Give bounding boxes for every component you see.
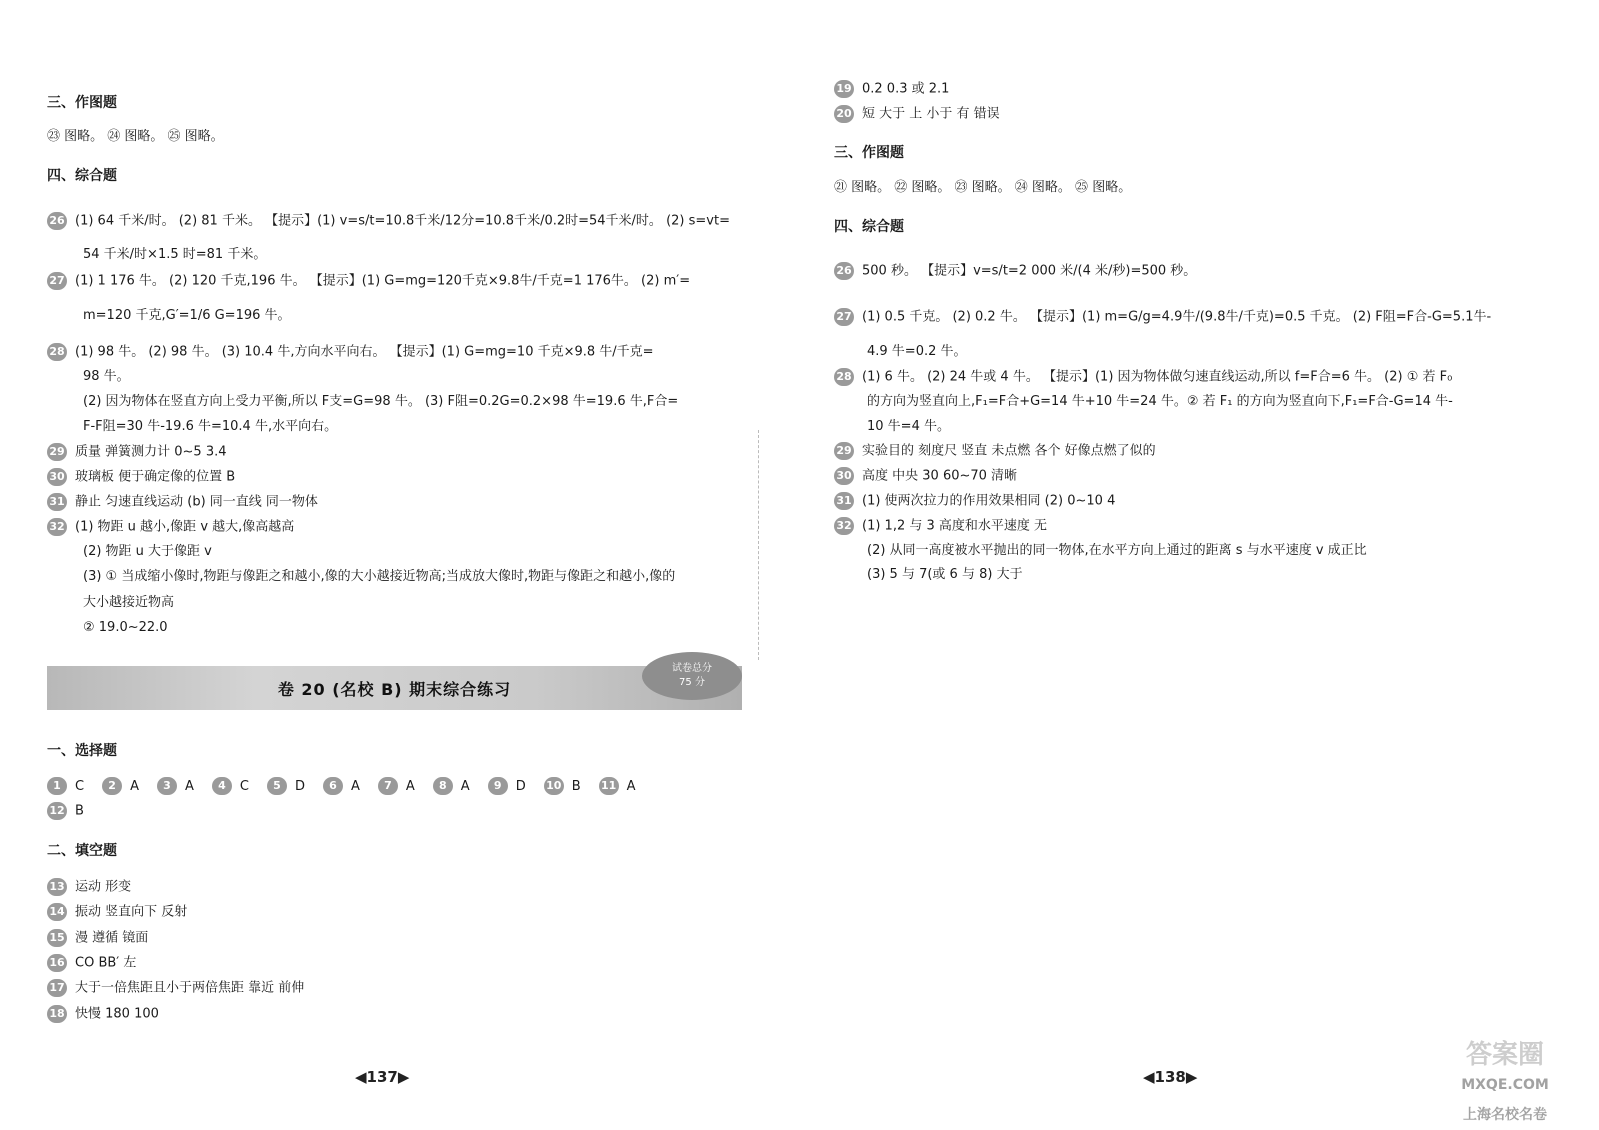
watermark-logo: 答案圈 MXQE.COM 上海名校名卷 — [1461, 1040, 1549, 1123]
answer-32-right-line1: 32 (1) 1,2 与 3 高度和水平速度 无 — [834, 517, 1047, 536]
choice-answer: A — [405, 778, 415, 794]
question-number-31-right: 31 — [834, 492, 854, 510]
answer-19: 19 0.2 0.3 或 2.1 — [834, 80, 949, 99]
question-number-5: 5 — [267, 777, 287, 795]
right-page — [800, 0, 1599, 1128]
answer-32-line1: 32 (1) 物距 u 越小,像距 v 越大,像高越高 — [47, 518, 294, 537]
page-number-right: ◀138▶ — [1143, 1068, 1198, 1086]
question-number-7: 7 — [378, 777, 398, 795]
fill-answer-text: 运动 形变 — [75, 879, 132, 895]
choice-answer: D — [294, 778, 305, 794]
section-title-comprehensive-right: 四、综合题 — [834, 219, 904, 235]
answer-28-right-line2: 的方向为竖直向上,F₁=F合+G=14 牛+10 牛=24 牛。② 若 F₁ 的方向为竖直向下,F₁=F合-G=14 牛- — [867, 394, 1453, 409]
answer-32-right-line2: (2) 从同一高度被水平抛出的同一物体,在水平方向上通过的距离 s 与水平速度 v 成正比 — [867, 543, 1367, 558]
answer-32-line3: (3) ① 当成缩小像时,物距与像距之和越小,像的大小越接近物高;当成放大像时,物距与像距之和越小,像的 — [83, 569, 676, 584]
fill-answer-17 — [47, 979, 304, 998]
answer-26-line1: 26 (1) 64 千米/时。 (2) 81 千米。 【提示】(1) v=s/t=10.8千米/12分=10.8千米/0.2时=54千米/时。 (2) s=vt= — [47, 212, 730, 231]
question-number-8: 8 — [433, 777, 453, 795]
answer-31-right: 31 (1) 使两次拉力的作用效果相同 (2) 0~10 4 — [834, 492, 1115, 511]
section-title-drawing: 三、作图题 — [47, 95, 117, 111]
answer-31: 31 静止 匀速直线运动 (b) 同一直线 同一物体 — [47, 493, 318, 512]
choice-answer: A — [350, 778, 360, 794]
section-title-drawing-right: 三、作图题 — [834, 145, 904, 161]
question-number-26: 26 — [47, 212, 67, 230]
question-number-11: 11 — [599, 777, 619, 795]
question-number-4: 4 — [212, 777, 232, 795]
choice-answer: C — [239, 778, 249, 794]
choice-answer: B — [571, 778, 581, 794]
left-page — [0, 0, 790, 1128]
question-number-26-right: 26 — [834, 262, 854, 280]
question-number-12: 12 — [47, 802, 67, 820]
fill-answer-text: 大于一倍焦距且小于两倍焦距 靠近 前伸 — [75, 980, 305, 996]
answer-28-right-line3: 10 牛=4 牛。 — [867, 419, 950, 434]
answer-30-right: 30 高度 中央 30 60~70 清晰 — [834, 467, 1017, 486]
choice-answer: C — [75, 778, 85, 794]
question-number-15: 15 — [47, 929, 67, 947]
section-title-fill: 二、填空题 — [47, 843, 117, 859]
question-number-14: 14 — [47, 903, 67, 921]
fill-answer-18 — [47, 1005, 159, 1024]
badge-label: 试卷总分 — [672, 663, 712, 674]
question-number-13: 13 — [47, 878, 67, 896]
answer-32-right-line3: (3) 5 与 7(或 6 与 8) 大于 — [867, 567, 1023, 582]
question-number-6: 6 — [323, 777, 343, 795]
answer-27-line1: 27 (1) 1 176 牛。 (2) 120 千克,196 牛。 【提示】(1) G=mg=120千克×9.8牛/千克=1 176牛。 (2) m′= — [47, 272, 690, 291]
question-number-32-right: 32 — [834, 517, 854, 535]
question-number-1: 1 — [47, 777, 67, 795]
exam-banner — [47, 663, 742, 710]
question-number-27: 27 — [47, 272, 67, 290]
answer-29-right: 29 实验目的 刻度尺 竖直 未点燃 各个 好像点燃了似的 — [834, 442, 1156, 461]
question-number-2: 2 — [102, 777, 122, 795]
choice-answer: A — [626, 778, 636, 794]
question-number-20: 20 — [834, 105, 854, 123]
fill-answer-text: 快慢 180 100 — [75, 1006, 159, 1021]
choice-answer: A — [184, 778, 194, 794]
question-number-27-right: 27 — [834, 308, 854, 326]
choice-answer: D — [515, 778, 526, 794]
answer-28-right-line1: 28 (1) 6 牛。 (2) 24 牛或 4 牛。 【提示】(1) 因为物体做匀速直线运动,所以 f=F合=6 牛。 (2) ① 若 F₀ — [834, 368, 1452, 387]
answer-28-line4: F-F阻=30 牛-19.6 牛=10.4 牛,水平向右。 — [83, 419, 338, 434]
answer-27-right-line1: 27 (1) 0.5 千克。 (2) 0.2 牛。 【提示】(1) m=G/g=4.9牛/(9.8牛/千克)=0.5 千克。 (2) F阻=F合-G=5.1牛- — [834, 308, 1491, 327]
question-number-16: 16 — [47, 954, 67, 972]
question-number-29-right: 29 — [834, 442, 854, 460]
question-number-28-right: 28 — [834, 368, 854, 386]
fill-answer-text: 振动 竖直向下 反射 — [75, 904, 188, 920]
fill-answer-text: CO BB′ 左 — [75, 955, 137, 971]
question-number-18: 18 — [47, 1005, 67, 1023]
section-title-choice: 一、选择题 — [47, 743, 117, 759]
question-number-3: 3 — [157, 777, 177, 795]
page-number-left: ◀137▶ — [355, 1068, 410, 1086]
question-number-9: 9 — [488, 777, 508, 795]
question-number-17: 17 — [47, 979, 67, 997]
choice-answer: A — [130, 778, 139, 794]
total-score-badge — [642, 652, 742, 700]
answer-27-line2: m=120 千克,G′=1/6 G=196 牛。 — [83, 308, 291, 323]
answer-28-line3: (2) 因为物体在竖直方向上受力平衡,所以 F支=G=98 牛。 (3) F阻=0.2G=0.2×98 牛=19.6 牛,F合= — [83, 394, 679, 409]
question-number-10: 10 — [544, 777, 564, 795]
answer-27-right-line2: 4.9 牛=0.2 牛。 — [867, 344, 967, 359]
fill-answer-15 — [47, 929, 148, 948]
question-number-31: 31 — [47, 493, 67, 511]
fill-answer-16 — [47, 954, 136, 973]
question-number-19: 19 — [834, 80, 854, 98]
fill-answer-13 — [47, 878, 131, 897]
exam-banner-title: 卷 20 (名校 B) 期末综合练习 — [277, 679, 512, 699]
answer-32-line4: 大小越接近物高 — [83, 595, 175, 610]
choice-answer-12: 12 B — [47, 802, 84, 821]
answer-32-line2: (2) 物距 u 大于像距 v — [83, 544, 212, 559]
answer-28-line1: 28 (1) 98 牛。 (2) 98 牛。 (3) 10.4 牛,方向水平向右。 【提示】(1) G=mg=10 千克×9.8 牛/千克= — [47, 343, 654, 362]
answer-26-right: 26 500 秒。 【提示】v=s/t=2 000 米/(4 米/秒)=500 秒。 — [834, 262, 1196, 281]
fill-answer-14 — [47, 903, 187, 922]
drawing-answers-right: ㉑ 图略。 ㉒ 图略。 ㉓ 图略。 ㉔ 图略。 ㉕ 图略。 — [834, 180, 1132, 195]
answer-28-line2: 98 牛。 — [83, 369, 130, 384]
fill-answer-text: 漫 遵循 镜面 — [75, 930, 149, 946]
question-number-30: 30 — [47, 468, 67, 486]
page-divider — [758, 430, 760, 660]
question-number-28: 28 — [47, 343, 67, 361]
answer-29: 29 质量 弹簧测力计 0~5 3.4 — [47, 443, 227, 462]
question-number-30-right: 30 — [834, 467, 854, 485]
answer-30: 30 玻璃板 便于确定像的位置 B — [47, 468, 235, 487]
answer-32-line5: ② 19.0~22.0 — [83, 620, 168, 635]
answer-26-line2: 54 千米/时×1.5 时=81 千米。 — [83, 247, 267, 262]
section-title-comprehensive: 四、综合题 — [47, 168, 117, 184]
choice-answer: A — [460, 778, 470, 794]
question-number-29: 29 — [47, 443, 67, 461]
badge-score: 75 分 — [679, 677, 705, 688]
choice-answers-row — [47, 777, 654, 796]
question-number-32: 32 — [47, 518, 67, 536]
answer-20: 20 短 大于 上 小于 有 错误 — [834, 105, 1000, 124]
drawing-answers: ㉓ 图略。 ㉔ 图略。 ㉕ 图略。 — [47, 129, 224, 144]
